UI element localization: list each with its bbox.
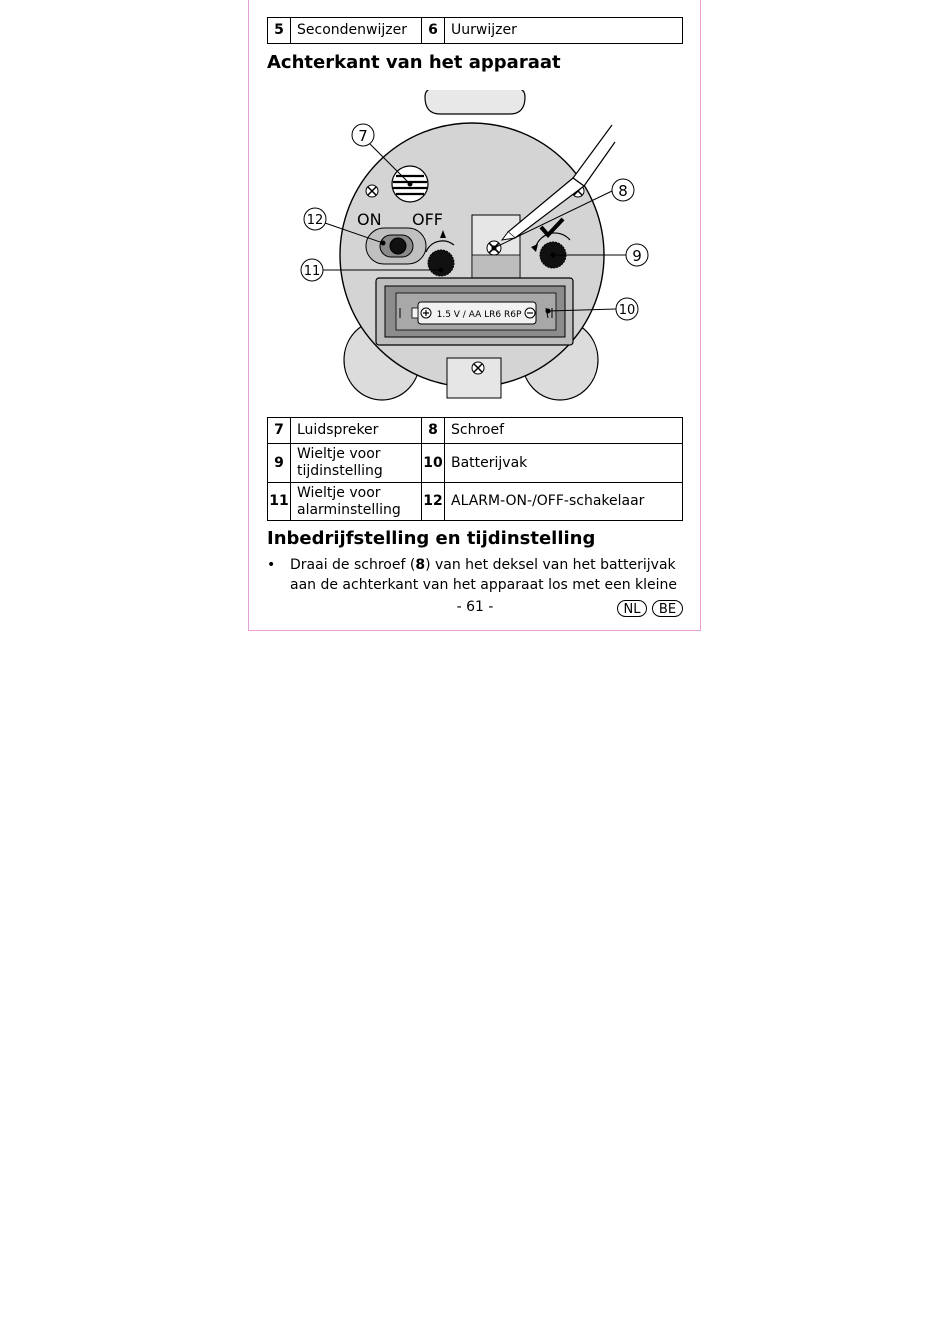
section-heading-back: Achterkant van het apparaat xyxy=(267,52,561,73)
svg-text:9: 9 xyxy=(632,247,642,265)
callout-11 xyxy=(301,259,323,281)
part-label: Wieltje voor alarminstelling xyxy=(291,483,422,521)
top-parts-table xyxy=(267,17,683,44)
bullet-text-before: Draai de schroef ( xyxy=(290,557,416,573)
bullet-text-after: ) van het deksel van het batterijvak aan de achterkant van het apparaat los met een kleine xyxy=(290,557,678,593)
page-number: - 61 - xyxy=(456,599,494,615)
part-number: 6 xyxy=(422,18,445,44)
svg-text:10: 10 xyxy=(618,303,636,318)
svg-text:12: 12 xyxy=(306,213,324,228)
bullet-text xyxy=(290,555,683,595)
battery-label: 1.5 V / AA LR6 R6P xyxy=(436,310,522,320)
part-number: 8 xyxy=(422,418,445,444)
part-label: Uurwijzer xyxy=(445,18,683,44)
switch-off-label: OFF xyxy=(412,210,443,229)
section-heading-setup: Inbedrijfstelling en tijdinstelling xyxy=(267,528,596,549)
battery-compartment[interactable] xyxy=(376,278,573,345)
part-number: 12 xyxy=(422,483,445,521)
part-number: 10 xyxy=(422,444,445,483)
part-number: 11 xyxy=(268,483,291,521)
part-label: Luidspreker xyxy=(291,418,422,444)
svg-text:11: 11 xyxy=(303,264,321,279)
part-number: 7 xyxy=(268,418,291,444)
table-row xyxy=(268,418,683,444)
bullet-icon: • xyxy=(267,557,276,573)
callout-8 xyxy=(612,179,634,201)
table-row xyxy=(268,18,683,44)
part-number: 5 xyxy=(268,18,291,44)
part-label: Secondenwijzer xyxy=(291,18,422,44)
part-number: 9 xyxy=(268,444,291,483)
alarm-switch[interactable] xyxy=(366,228,426,264)
part-label: Schroef xyxy=(445,418,683,444)
callout-12 xyxy=(304,208,326,230)
svg-text:7: 7 xyxy=(358,127,368,145)
part-label: ALARM-ON-/OFF-schakelaar xyxy=(445,483,683,521)
table-row xyxy=(268,444,683,483)
screw-icon xyxy=(472,362,484,374)
callout-9 xyxy=(626,244,648,266)
screw-icon xyxy=(366,185,378,197)
switch-on-label: ON xyxy=(357,210,382,229)
part-label: Wieltje voor tijdinstelling xyxy=(291,444,422,483)
callout-10 xyxy=(616,298,638,320)
svg-text:8: 8 xyxy=(618,182,628,200)
table-row xyxy=(268,483,683,521)
lang-badge-nl: NL xyxy=(617,600,647,617)
parts-legend-table xyxy=(267,417,683,521)
clock-back-illustration xyxy=(290,90,660,408)
lang-badge-be: BE xyxy=(652,600,683,617)
part-label: Batterijvak xyxy=(445,444,683,483)
bullet-part-ref: 8 xyxy=(415,557,426,573)
callout-7 xyxy=(352,124,374,146)
